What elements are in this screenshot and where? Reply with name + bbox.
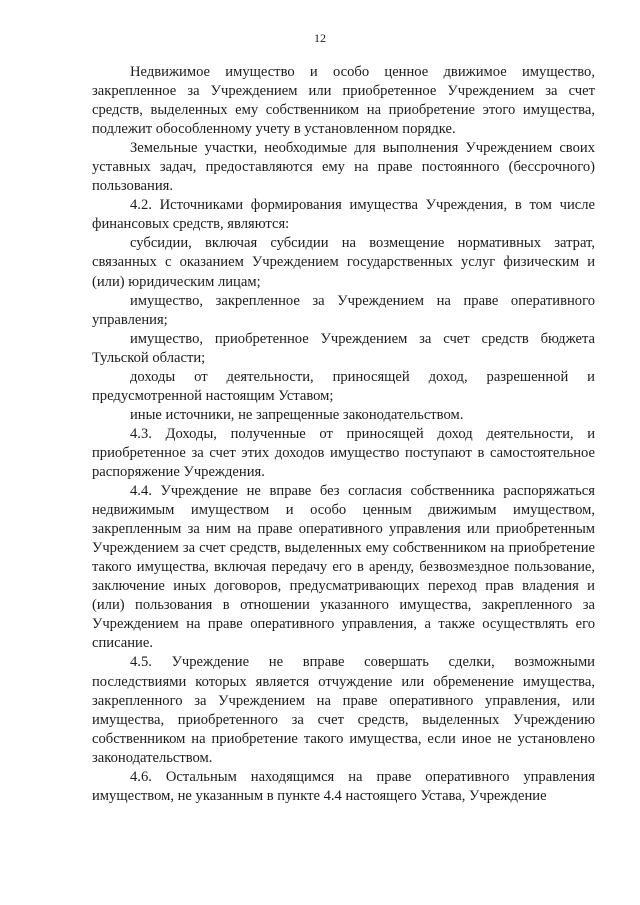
body-text [92,63,595,806]
paragraph-property-accounting: Недвижимое имущество и особо ценное движимое имущество, закрепленное за Учреждением или приобретенное Учреждением за счет средств, выделенных ему собственником на приобретение этого имущества, подлежит обособленному учету в установленном порядке. [92,64,595,138]
list-item-income: доходы от деятельности, приносящей доход, разрешенной и предусмотренной настоящим Уставом; [92,368,595,404]
list-item-subsidies: субсидии, включая субсидии на возмещение нормативных затрат, связанных с оказанием Учреждением государственных услуг физическим и (или) юридическим лицам; [92,235,595,290]
paragraph-4-5: 4.5. Учреждение не вправе совершать сделки, возможными последствиями которых является отчуждение или обременение имущества, закрепленного за Учреждением на праве оперативного управления, или имущества, приобретенного за счет средств, выделенных Учреждению собственником на приобретение такого имущества, если иное не установлено законодательством. [92,654,595,766]
paragraph-4-2: 4.2. Источниками формирования имущества Учреждения, в том числе финансовых средств, являются: [92,197,595,233]
paragraph-4-6: 4.6. Остальным находящимся на праве оперативного управления имуществом, не указанным в пункте 4.4 настоящего Устава, Учреждение [92,768,595,804]
list-item-acquired-property: имущество, приобретенное Учреждением за счет средств бюджета Тульской области; [92,330,595,366]
list-item-assigned-property: имущество, закрепленное за Учреждением на праве оперативного управления; [92,292,595,328]
paragraph-4-4: 4.4. Учреждение не вправе без согласия собственника распоряжаться недвижимым имуществом и особо ценным движимым имуществом, закрепленным за ним на праве оперативного управления или приобретенным Учреждением за счет средств, выделенных ему собственником на приобретение такого имущества, включая передачу его в аренду, безвозмездное пользование, заключение иных договоров, предусматривающих переход прав владения и (или) пользования в отношении указанного имущества, закрепленного за Учреждением на праве оперативного управления, а также осуществлять его списание. [92,483,595,652]
list-item-other-sources: иные источники, не запрещенные законодательством. [130,406,464,423]
paragraph-land-plots: Земельные участки, необходимые для выполнения Учреждением своих уставных задач, предоставляются ему на праве постоянного (бессрочного) пользования. [92,140,595,195]
paragraph-4-3: 4.3. Доходы, полученные от приносящей доход деятельности, и приобретенное за счет этих доходов имущество поступают в самостоятельное распоряжение Учреждения. [92,425,595,480]
page-number: 12 [314,31,326,45]
